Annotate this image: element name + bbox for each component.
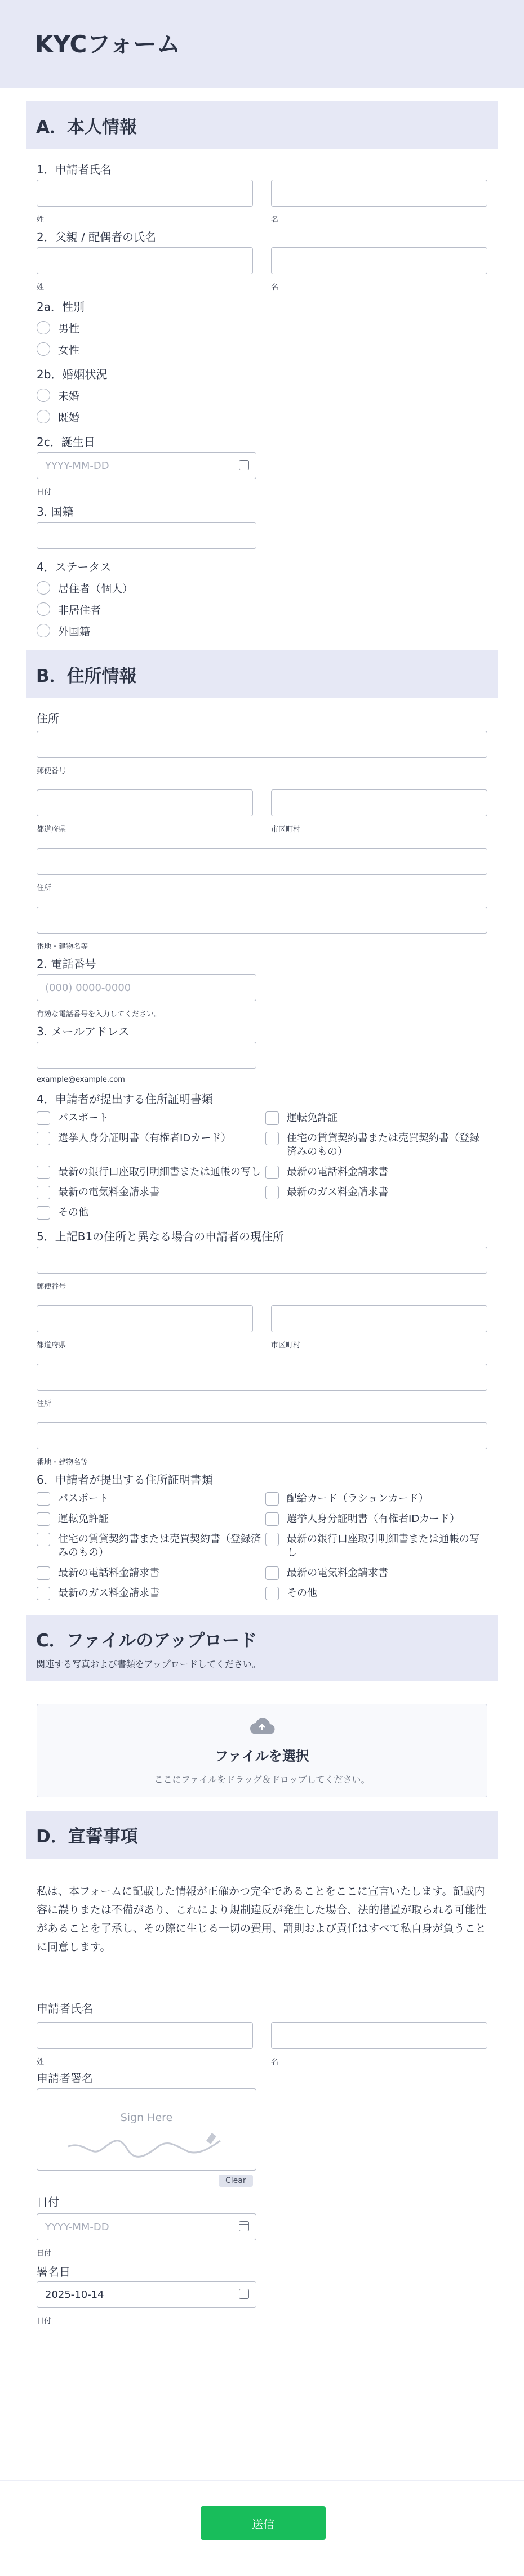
upload-title: ファイルを選択 [215, 1748, 309, 1764]
form-card [26, 101, 498, 2326]
signed-date-value: 2025-10-14 [45, 2288, 104, 2301]
option-label: 男性 [58, 322, 80, 335]
option-label: 未婚 [58, 390, 80, 403]
checkbox-option[interactable] [265, 1563, 485, 1583]
date-placeholder: YYYY-MM-DD [45, 459, 109, 472]
checkbox-label: 最新のガス料金請求書 [58, 1587, 159, 1599]
last-name-sublabel: 姓 [37, 216, 45, 224]
status-resident-option[interactable] [37, 577, 487, 599]
street-sublabel: 住所 [37, 1400, 52, 1408]
checkbox[interactable] [37, 1132, 50, 1145]
current-address-proof-label: 6．申請者が提出する住所証明書類 [37, 1473, 213, 1486]
radio-button[interactable] [37, 602, 50, 616]
current-building-input[interactable] [37, 1422, 487, 1449]
signer-first-name-input[interactable] [271, 2022, 487, 2049]
postal-code-sublabel: 郵便番号 [37, 1283, 66, 1291]
phone-placeholder: (000) 0000-0000 [45, 981, 131, 994]
checkbox-option[interactable] [265, 1583, 485, 1604]
last-name-sublabel: 姓 [37, 2058, 45, 2066]
father-last-name-input[interactable] [37, 247, 253, 274]
marital-single-option[interactable] [37, 385, 487, 406]
email-help: example@example.com [37, 1075, 125, 1084]
radio-button[interactable] [37, 389, 50, 402]
checkbox[interactable] [37, 1206, 50, 1220]
father-spouse-name-label: 2．父親 / 配偶者の氏名 [37, 230, 157, 244]
form-header [0, 0, 524, 88]
option-label: 女性 [58, 343, 80, 356]
first-name-sublabel: 名 [271, 283, 279, 292]
cloud-upload-icon [249, 1718, 275, 1735]
applicant-first-name-input[interactable] [271, 180, 487, 207]
checkbox-option[interactable] [265, 1128, 485, 1162]
email-input[interactable] [37, 1042, 256, 1069]
signature-hint-icon [65, 2124, 229, 2158]
city-input[interactable] [271, 789, 487, 816]
option-label: 非居住者 [58, 604, 101, 617]
checkbox[interactable] [265, 1186, 279, 1199]
checkbox[interactable] [265, 1492, 279, 1506]
building-sublabel: 番地・建物名等 [37, 943, 88, 951]
signer-last-name-input[interactable] [37, 2022, 253, 2049]
checkbox-option[interactable] [37, 1203, 265, 1223]
checkbox-label: パスポート [58, 1112, 109, 1124]
gender-female-option[interactable] [37, 338, 487, 360]
checkbox-option[interactable] [265, 1182, 485, 1203]
checkbox-option[interactable] [37, 1509, 265, 1529]
postal-code-sublabel: 郵便番号 [37, 767, 66, 775]
declaration-text: 私は、本フォームに記載した情報が正確かつ完全であることをここに宣言いたします。記載内容に誤りまたは不備があり、これにより規制違反が発生した場合、法的措置が取られる可能性があることを了承し、その際に生じる一切の費用、罰則および責任はすべて私自身が負うことに同意します。 [37, 1885, 487, 1953]
phone-input[interactable] [37, 974, 256, 1001]
checkbox[interactable] [37, 1587, 50, 1600]
father-first-name-input[interactable] [271, 247, 487, 274]
radio-button[interactable] [37, 410, 50, 423]
building-sublabel: 番地・建物名等 [37, 1458, 88, 1467]
upload-subtitle: ここにファイルをドラッグ＆ドロップしてください。 [154, 1774, 370, 1785]
checkbox-label: 最新の銀行口座取引明細書または通帳の写し [58, 1166, 261, 1178]
checkbox[interactable] [37, 1186, 50, 1199]
building-input[interactable] [37, 907, 487, 934]
phone-label: 2. 電話番号 [37, 957, 96, 971]
checkbox[interactable] [265, 1512, 279, 1526]
prefecture-input[interactable] [37, 789, 253, 816]
birthdate-input[interactable] [37, 452, 256, 479]
status-label: 4．ステータス [37, 560, 112, 574]
checkbox-label: 選挙人身分証明書（有権者IDカード） [58, 1132, 232, 1144]
checkbox-label: その他 [58, 1207, 88, 1218]
city-sublabel: 市区町村 [271, 825, 301, 834]
radio-button[interactable] [37, 321, 50, 334]
checkbox[interactable] [37, 1533, 50, 1546]
phone-help: 有効な電話番号を入力してください。 [37, 1010, 162, 1019]
checkbox-label: 最新の銀行口座取引明細書または通帳の写し [287, 1533, 479, 1559]
declaration-date-input[interactable] [37, 2213, 256, 2240]
clear-signature-button[interactable]: Clear [219, 2175, 253, 2187]
checkbox[interactable] [265, 1132, 279, 1145]
form-footer [0, 2480, 524, 2576]
nationality-input[interactable] [37, 522, 256, 549]
section-c-subtitle: 関連する写真および書類をアップロードしてください。 [36, 1659, 261, 1669]
checkbox-option[interactable] [37, 1489, 265, 1509]
checkbox-option[interactable] [37, 1563, 265, 1583]
checkbox-label: 住宅の賃貸契約書または売買契約書（登録済みのもの） [58, 1533, 261, 1559]
section-b-header: B．住所情報 [26, 650, 498, 698]
first-name-sublabel: 名 [271, 216, 279, 224]
first-name-sublabel: 名 [271, 2058, 279, 2066]
city-sublabel: 市区町村 [271, 1341, 301, 1350]
checkbox[interactable] [265, 1587, 279, 1600]
signed-date-label: 署名日 [37, 2265, 70, 2279]
street-input[interactable] [37, 848, 487, 875]
gender-label: 2a．性別 [37, 300, 85, 314]
marital-status-label: 2b．婚姻状況 [37, 368, 108, 381]
form-title: KYCフォーム [35, 30, 181, 58]
checkbox-label: 運転免許証 [287, 1112, 338, 1124]
applicant-last-name-input[interactable] [37, 180, 253, 207]
current-address-proof-checklist [37, 1489, 487, 1604]
checkbox-label: 配給カード（ラションカード） [287, 1493, 429, 1504]
checkbox-label: 住宅の賃貸契約書または売買契約書（登録済みのもの） [287, 1132, 479, 1158]
checkbox-label: 最新のガス料金請求書 [287, 1186, 388, 1198]
date-placeholder: YYYY-MM-DD [45, 2221, 109, 2233]
checkbox-option[interactable] [37, 1182, 265, 1203]
checkbox[interactable] [37, 1492, 50, 1506]
radio-button[interactable] [37, 624, 50, 637]
nationality-label: 3. 国籍 [37, 505, 74, 519]
checkbox-label: 最新の電気料金請求書 [58, 1186, 159, 1198]
radio-button[interactable] [37, 581, 50, 595]
checkbox[interactable] [265, 1566, 279, 1580]
birthdate-label: 2c．誕生日 [37, 435, 95, 449]
option-label: 居住者（個人） [58, 582, 134, 595]
radio-button[interactable] [37, 342, 50, 356]
checkbox-option[interactable] [265, 1529, 485, 1563]
email-label: 3. メールアドレス [37, 1025, 130, 1038]
checkbox-option[interactable] [37, 1108, 265, 1128]
section-c-title: C．ファイルのアップロード [36, 1631, 257, 1651]
checkbox-label: パスポート [58, 1493, 109, 1504]
gender-male-option[interactable] [37, 317, 487, 338]
checkbox[interactable] [265, 1166, 279, 1179]
status-nonresident-option[interactable] [37, 599, 487, 620]
checkbox-option[interactable] [265, 1162, 485, 1182]
checkbox-option[interactable] [37, 1162, 265, 1182]
checkbox[interactable] [37, 1166, 50, 1179]
section-a-header: A．本人情報 [26, 101, 498, 149]
option-label: 外国籍 [58, 625, 91, 638]
signature-label: 申請者署名 [37, 2071, 93, 2085]
date-sublabel: 日付 [37, 488, 52, 497]
address-label: 住所 [37, 712, 59, 725]
calendar-icon[interactable] [239, 2289, 249, 2299]
address-proof-checklist [37, 1108, 487, 1223]
signature-pad[interactable] [37, 2088, 256, 2185]
address-proof-label: 4．申請者が提出する住所証明書類 [37, 1092, 213, 1106]
prefecture-sublabel: 都道府県 [37, 1341, 66, 1350]
checkbox[interactable] [265, 1111, 279, 1125]
street-sublabel: 住所 [37, 884, 52, 892]
current-prefecture-input[interactable] [37, 1305, 253, 1332]
checkbox-option[interactable] [265, 1489, 485, 1509]
postal-code-input[interactable] [37, 731, 487, 758]
checkbox-label: 最新の電気料金請求書 [287, 1567, 388, 1579]
current-address-label: 5．上記B1の住所と異なる場合の申請者の現住所 [37, 1230, 285, 1243]
checkbox-label: 最新の電話料金請求書 [58, 1567, 159, 1579]
checkbox[interactable] [37, 1512, 50, 1526]
calendar-icon[interactable] [239, 460, 249, 470]
checkbox-label: 選挙人身分証明書（有権者IDカード） [287, 1513, 460, 1525]
prefecture-sublabel: 都道府県 [37, 825, 66, 834]
option-label: 既婚 [58, 411, 80, 424]
status-foreign-option[interactable] [37, 620, 487, 641]
current-postal-code-input[interactable] [37, 1247, 487, 1274]
date-sublabel: 日付 [37, 2317, 52, 2325]
file-upload-dropzone[interactable] [37, 1704, 487, 1797]
checkbox-option[interactable] [37, 1583, 265, 1604]
checkbox-option[interactable] [37, 1529, 265, 1563]
current-street-input[interactable] [37, 1364, 487, 1391]
checkbox-option[interactable] [265, 1509, 485, 1529]
checkbox-label: 最新の電話料金請求書 [287, 1166, 388, 1178]
date-label: 日付 [37, 2195, 59, 2209]
checkbox-label: 運転免許証 [58, 1513, 109, 1525]
signed-date-input[interactable] [37, 2281, 256, 2308]
date-sublabel: 日付 [37, 2249, 52, 2258]
submit-button[interactable]: 送信 [201, 2506, 326, 2540]
calendar-icon[interactable] [239, 2221, 249, 2231]
checkbox-label: その他 [287, 1587, 317, 1599]
checkbox[interactable] [37, 1111, 50, 1125]
section-c-header [26, 1615, 498, 1681]
marital-married-option[interactable] [37, 406, 487, 427]
signature-placeholder: Sign Here [120, 2111, 173, 2124]
checkbox-option[interactable] [37, 1128, 265, 1162]
last-name-sublabel: 姓 [37, 283, 45, 292]
checkbox[interactable] [265, 1533, 279, 1546]
signer-name-label: 申請者氏名 [37, 2002, 93, 2015]
current-city-input[interactable] [271, 1305, 487, 1332]
checkbox[interactable] [37, 1566, 50, 1580]
section-d-header: D．宣誓事項 [26, 1811, 498, 1859]
checkbox-option[interactable] [265, 1108, 485, 1128]
applicant-name-label: 1．申請者氏名 [37, 163, 112, 176]
